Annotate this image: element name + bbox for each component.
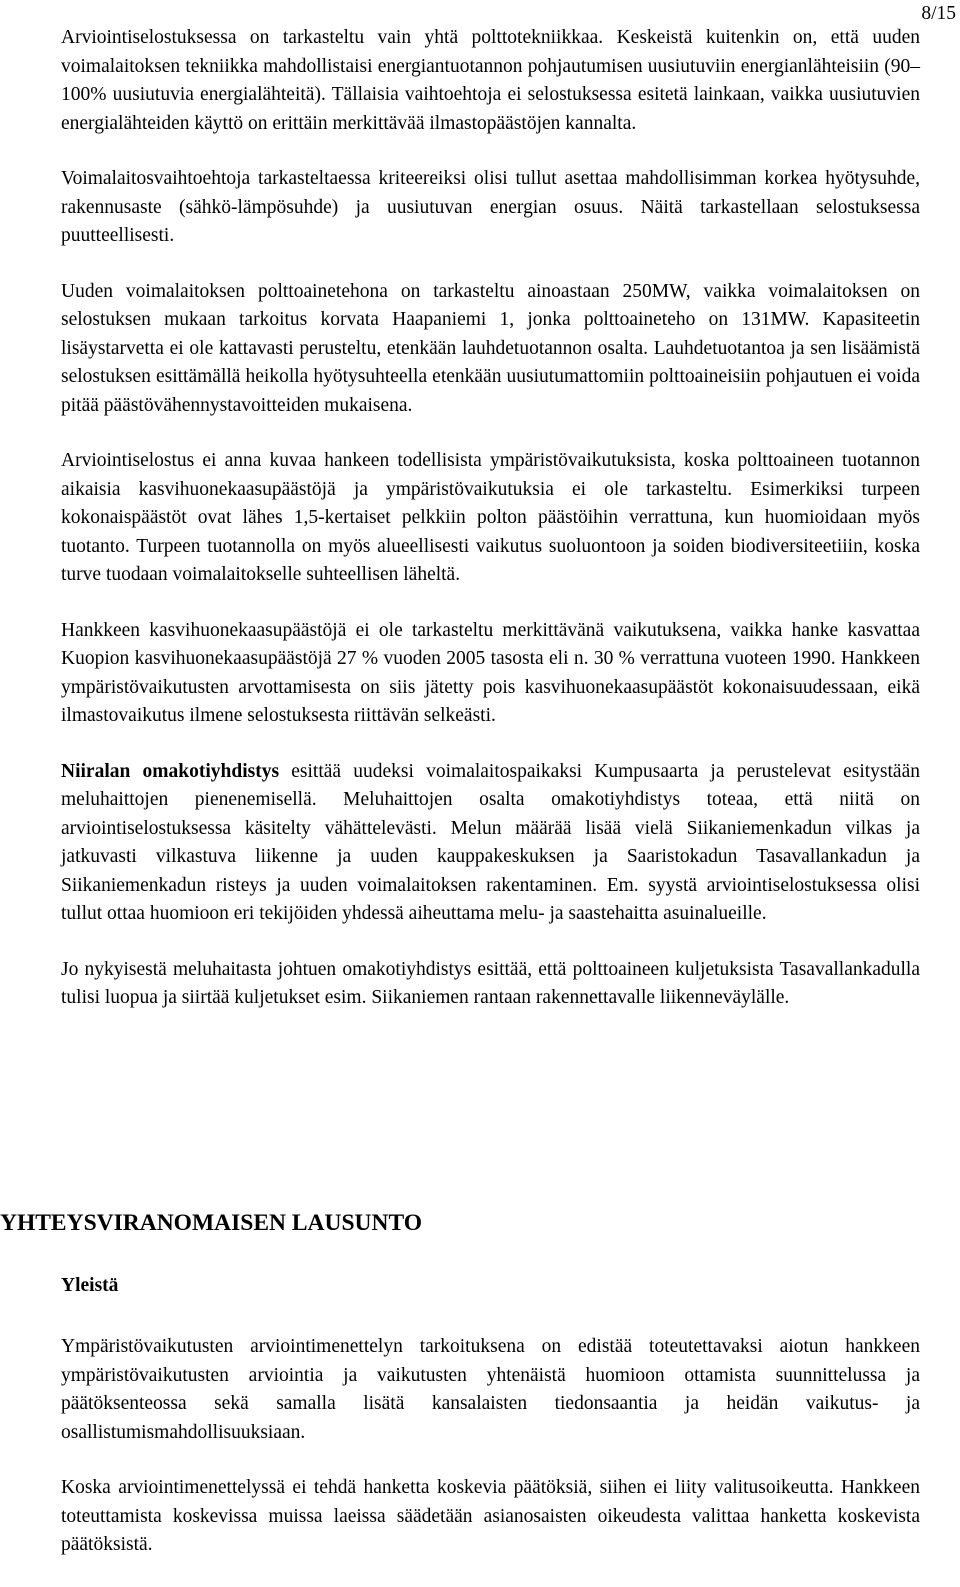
paragraph: Hankkeen kasvihuonekaasupäästöjä ei ole tarkasteltu merkittävänä vaikutuksena, vaikka hanke kasvattaa Kuopion kasvihuonekaasupäästöjä 27 % vuoden 2005 tasosta eli n. 30 % verrattuna vuoteen 1990. Hankkeen ympäristövaikutusten arvottamisesta on siis jätetty pois kasvihuonekaasupäästöt kokonaisuudessaan, eikä ilmastovaikutus ilmene selostuksesta riittävän selkeästi. [61, 619, 920, 726]
paragraph-niirala [61, 758, 920, 929]
document-body [61, 24, 920, 1040]
paragraph-text: esittää uudeksi voimalaitospaikaksi Kumpusaarta ja perustelevat esitystään meluhaittojen pienenemisellä. Meluhaittojen osalta omakotiyhdistys toteaa, että niitä on arviointiselostuksessa käsitelty vähättelevästi. Melun määrää lisää vielä Siikaniemenkadun vilkas ja jatkuvasti vilkastuva liikenne ja uuden kauppakeskuksen ja Saaristokadun Tasavallankadun ja Siikaniemenkadun risteys ja uuden voimalaitoksen rakentaminen. Em. syystä arviointiselostuksessa olisi tullut ottaa huomioon eri tekijöiden yhdessä aiheuttama melu- ja saastehaitta asuinalueille. [61, 760, 920, 924]
section-heading: YHTEYSVIRANOMAISEN LAUSUNTO [0, 1210, 422, 1236]
sub-heading: Yleistä [61, 1275, 119, 1296]
organization-name: Niiralan omakotiyhdistys [61, 760, 280, 782]
paragraph: Voimalaitosvaihtoehtoja tarkasteltaessa kriteereiksi olisi tullut asettaa mahdollisimman korkea hyötysuhde, rakennusaste (sähkö-lämpösuhde) ja uusiutuvan energian osuus. Näitä tarkastellaan selostuksessa puutteellisesti. [61, 168, 920, 246]
paragraph: Koska arviointimenettelyssä ei tehdä hanketta koskevia päätöksiä, siihen ei liity valitusoikeutta. Hankkeen toteuttamista koskevissa muissa laeissa säädetään asianosaisten oikeudesta valittaa hanketta koskevista päätöksistä. [61, 1477, 920, 1555]
paragraph: Uuden voimalaitoksen polttoainetehona on tarkasteltu ainoastaan 250MW, vaikka voimalaitoksen on selostuksen mukaan tarkoitus korvata Haapaniemi 1, jonka polttoaineteho on 131MW. Kapasiteetin lisäystarvetta ei ole kattavasti perusteltu, etenkään lauhdetuotannon osalta. Lauhdetuotantoa ja sen lisäämistä selostuksen esittämällä heikolla hyötysuhteella etenkään uusiutumattomiin polttoaineisiin pohjautuen ei voida pitää päästövähennystavoitteiden mukaisena. [61, 280, 920, 416]
paragraph: Arviointiselostus ei anna kuvaa hankeen todellisista ympäristövaikutuksista, koska polttoaineen tuotannon aikaisia kasvihuonekaasupäästöjä ja ympäristövaikutuksia ei ole tarkasteltu. Esimerkiksi turpeen kokonaispäästöt ovat lähes 1,5-kertaiset pelkkiin polton päästöihin verrattuna, kun huomioidaan myös tuotanto. Turpeen tuotannolla on myös alueellisesti vaikutus suoluontoon ja soiden biodiversiteetiiin, koska turve tuodaan voimalaitokselle suhteellisen läheltä. [61, 450, 920, 585]
page-number: 8/15 [921, 3, 956, 24]
paragraph: Arviointiselostuksessa on tarkasteltu vain yhtä polttotekniikkaa. Keskeistä kuitenkin on, että uuden voimalaitoksen tekniikka mahdollistaisi energiantuotannon pohjautumisen uusiutuviin energianlähteisiin (90–100% uusiutuvia energialähteitä). Tällaisia vaihtoehtoja ei selostuksessa esitetä lainkaan, vaikka uusiutuvien energialähteiden käyttö on erittäin merkittävää ilmastopäästöjen kannalta. [61, 27, 920, 134]
paragraph: Ympäristövaikutusten arviointimenettelyn tarkoituksena on edistää toteutettavaksi aiotun hankkeen ympäristövaikutusten arviointia ja vaikutusten yhtenäistä huomioon ottamista suunnittelussa ja päätöksenteossa sekä samalla lisätä kansalaisten tiedonsaantia ja heidän vaikutus- ja osallistumismahdollisuuksiaan. [61, 1336, 920, 1443]
paragraph: Jo nykyisestä meluhaitasta johtuen omakotiyhdistys esittää, että polttoaineen kuljetuksista Tasavallankadulla tulisi luopua ja siirtää kuljetukset esim. Siikaniemen rantaan rakennettavalle liikenneväylälle. [61, 958, 920, 1008]
section-body [61, 1272, 920, 1587]
